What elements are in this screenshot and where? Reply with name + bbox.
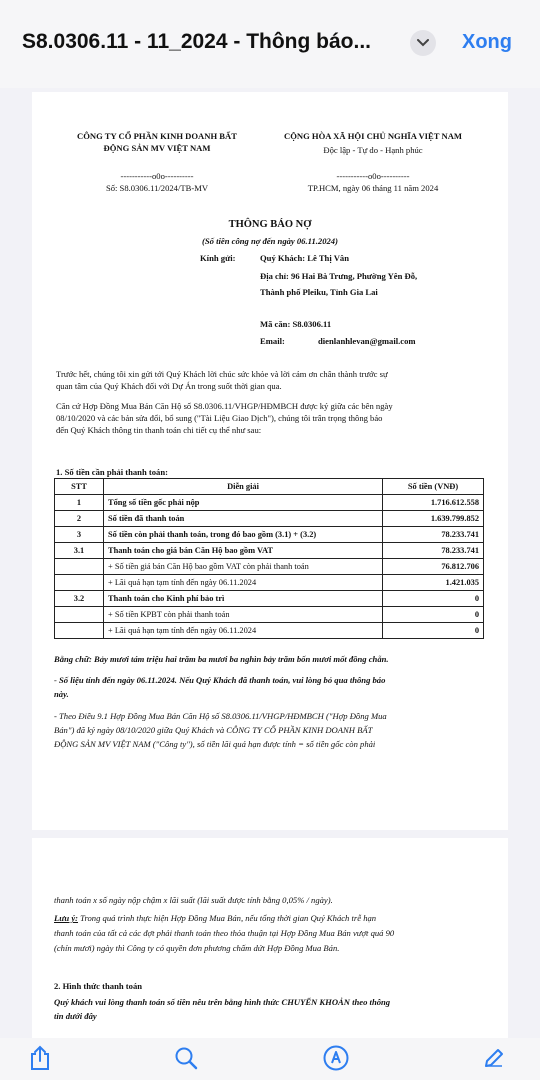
table-cell-description: Thanh toán cho giá bán Căn Hộ bao gồm VAT: [104, 543, 383, 559]
table-cell-description: Thanh toán cho Kinh phí bảo trì: [104, 591, 383, 607]
section-1-heading: 1. Số tiền cần phải thanh toán:: [56, 467, 168, 477]
table-cell-stt: 3: [55, 527, 104, 543]
table-cell-stt: 3.1: [55, 543, 104, 559]
note-data-date: - Số liệu tính đến ngày 06.11.2024. Nếu Quý Khách đã thanh toán, vui lòng bỏ qua thông báo này.: [54, 675, 386, 699]
table-cell-description: + Lãi quá hạn tạm tính đến ngày 06.11.2024: [104, 623, 383, 639]
header-amount: Số tiền (VNĐ): [383, 479, 484, 495]
section-2-heading: 2. Hình thức thanh toán: [54, 981, 143, 991]
table-cell-stt: [55, 623, 104, 639]
table-cell-stt: 1: [55, 495, 104, 511]
table-cell-amount: 76.812.706: [383, 559, 484, 575]
recipient-name: Quý Khách: Lê Thị Vân: [260, 253, 349, 263]
table-cell-description: + Số tiền KPBT còn phải thanh toán: [104, 607, 383, 623]
table-cell-amount: 0: [383, 591, 484, 607]
done-button[interactable]: Xong: [462, 31, 512, 53]
table-cell-amount: 0: [383, 623, 484, 639]
table-cell-amount: 0: [383, 607, 484, 623]
table-cell-stt: 2: [55, 511, 104, 527]
email-value: dienlanhlevan@gmail.com: [318, 336, 416, 346]
document-number: Số: S8.0306.11/2024/TB-MV: [105, 183, 209, 193]
table-cell-amount: 78.233.741: [383, 543, 484, 559]
note-late-interest: - Theo Điều 9.1 Hợp Đồng Mua Bán Căn Hộ số S8.0306.11/VHGP/HĐMBCH ("Hợp Đồng Mua Bán") đã ký ngày 08/10/2020 giữa Quý Khách và CÔNG TY CỔ PHẦN KINH DOANH BẤT ĐỘNG SẢN MV VIỆT NAM ("Công ty"), số tiền lãi quá hạn được tính = số tiền gốc còn phải: [54, 711, 387, 749]
table-cell-description: Tổng số tiền gốc phải nộp: [104, 495, 383, 511]
table-cell-stt: 3.2: [55, 591, 104, 607]
share-icon[interactable]: [24, 1042, 56, 1074]
company-name: CÔNG TY CỔ PHẦN KINH DOANH BẤT ĐỘNG SẢN MV VIỆT NAM: [77, 131, 237, 153]
document-page-1: [32, 92, 508, 830]
table-cell-description: + Lãi quá hạn tạm tính đến ngày 06.11.2024: [104, 575, 383, 591]
table-row: [55, 623, 484, 639]
table-cell-description: Số tiền đã thanh toán: [104, 511, 383, 527]
document-page-2: [32, 838, 508, 1038]
table-cell-amount: 1.421.035: [383, 575, 484, 591]
intro-paragraph: Trước hết, chúng tôi xin gửi tới Quý Khách lời chúc sức khỏe và lời cảm ơn chân thành trước sự quan tâm của Quý Khách đối với Dự Án trong suốt thời gian qua.: [56, 369, 388, 391]
document-title[interactable]: S8.0306.11 - 11_2024 - Thông báo...: [22, 30, 372, 53]
table-cell-stt: [55, 559, 104, 575]
table-row: [55, 527, 484, 543]
table-cell-amount: 78.233.741: [383, 527, 484, 543]
termination-note: Lưu ý: Trong quá trình thực hiện Hợp Đồng Mua Bán, nếu tổng thời gian Quý Khách trễ hạn thanh toán của tất cả các đợt phải thanh toán theo thỏa thuận tại Hợp Đồng Mua Bán vượt quá 90 (chín mươi) ngày thì Công ty có quyền đơn phương chấm dứt Hợp Đồng Mua Bán.: [54, 913, 395, 953]
unit-code: Mã căn: S8.0306.11: [260, 319, 332, 329]
table-cell-description: Số tiền còn phải thanh toán, trong đó bao gồm (3.1) + (3.2): [104, 527, 383, 543]
table-row: [55, 591, 484, 607]
interest-formula: thanh toán x số ngày nộp chậm x lãi suất (lãi suất được tính bằng 0,05% / ngày).: [54, 895, 333, 905]
table-row: [55, 511, 484, 527]
table-cell-amount: 1.716.612.558: [383, 495, 484, 511]
markup-icon[interactable]: [320, 1042, 352, 1074]
table-row: [55, 607, 484, 623]
table-cell-description: + Số tiền giá bán Căn Hộ bao gồm VAT còn phải thanh toán: [104, 559, 383, 575]
payment-instruction: Quý khách vui lòng thanh toán số tiền nêu trên bằng hình thức CHUYỂN KHOẢN theo thông tin dưới đây: [54, 997, 391, 1021]
nation-title: CỘNG HÒA XÃ HỘI CHỦ NGHĨA VIỆT NAM: [283, 131, 463, 141]
document-date: TP.HCM, ngày 06 tháng 11 năm 2024: [307, 183, 439, 193]
debt-table: [54, 478, 484, 639]
nation-motto: Độc lập - Tự do - Hạnh phúc: [323, 145, 423, 155]
header-stt: STT: [55, 479, 104, 495]
table-row: [55, 543, 484, 559]
table-cell-stt: [55, 575, 104, 591]
viewer-header: [0, 0, 540, 88]
recipient-label: Kính gửi:: [200, 253, 236, 263]
notice-subtitle: (Số tiền công nợ đến ngày 06.11.2024): [202, 236, 338, 246]
search-icon[interactable]: [170, 1042, 202, 1074]
bottom-toolbar: [0, 1038, 540, 1080]
notice-title: THÔNG BÁO NỢ: [228, 219, 312, 230]
table-cell-stt: [55, 607, 104, 623]
table-header-row: [55, 479, 484, 495]
basis-paragraph: Căn cứ Hợp Đồng Mua Bán Căn Hộ số S8.0306.11/VHGP/HĐMBCH được ký giữa các bên ngày 08/10/2020 và các bản sửa đổi, bổ sung ("Tài Liệu Giao Dịch"), chúng tôi trân trọng thông báo đến Quý Khách thông tin thanh toán chi tiết cụ thể như sau:: [56, 401, 393, 435]
chevron-down-icon[interactable]: [410, 30, 436, 56]
header-description: Diễn giải: [104, 479, 383, 495]
email-label: Email:: [260, 336, 285, 346]
separator: -----------o0o----------: [336, 171, 410, 181]
pen-icon[interactable]: [478, 1042, 510, 1074]
amount-in-words: Bằng chữ: Bảy mươi tám triệu hai trăm ba mươi ba nghìn bảy trăm bốn mươi mốt đồng chẵn.: [54, 654, 389, 664]
table-row: [55, 559, 484, 575]
table-cell-amount: 1.639.799.852: [383, 511, 484, 527]
separator: -----------o0o----------: [120, 171, 194, 181]
table-row: [55, 495, 484, 511]
table-row: [55, 575, 484, 591]
recipient-address: Địa chỉ: 96 Hai Bà Trưng, Phường Yên Đỗ, Thành phố Pleiku, Tỉnh Gia Lai: [260, 271, 418, 297]
